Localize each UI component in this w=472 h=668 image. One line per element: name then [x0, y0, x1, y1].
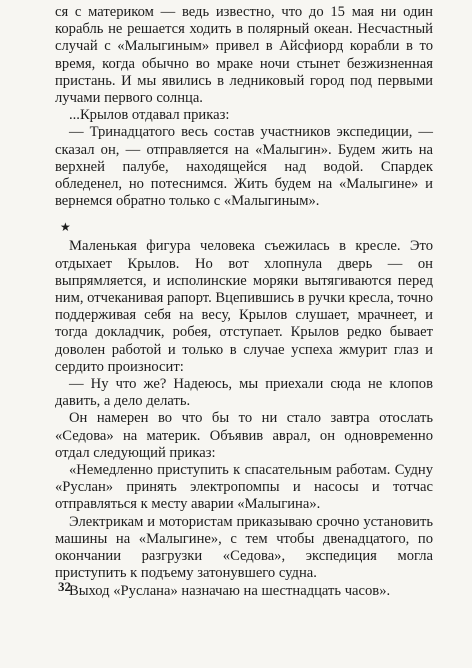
paragraph: «Немедленно приступить к спасательным работам. Судну «Руслан» принять электропомпы и насосы и тотчас отправляться к месту аварии «Малыгина». [55, 462, 433, 513]
paragraph: Он намерен во что бы то ни стало завтра отослать «Седова» на материк. Объявив аврал, он одновременно отдал следующий приказ: [55, 410, 433, 461]
paragraph: Электрикам и мотористам приказываю срочно установить машины на «Малыгине», с тем чтобы двенадцатого, по окончании разгрузки «Седова», экспедиция могла приступить к подъему затонувшего судна. [55, 513, 433, 582]
paragraph: ся с материком — ведь известно, что до 15 мая ни один корабль не решается ходить в полярный океан. Несчастный случай с «Малыгиным» привел в Айсфиорд корабли в то время, когда обычно во мраке ночи стынет безжизненная пристань. И мы явились в ледниковый город под первыми лучами первого солнца. [55, 4, 433, 107]
paragraph: ...Крылов отдавал приказ: [69, 107, 230, 124]
section-gap [55, 210, 433, 238]
page-text [55, 4, 433, 600]
paragraph: — Тринадцатого весь состав участников экспедиции, — сказал он, — отправляется на «Малыгин». Будем жить на верхней палубе, находящейся над водой. Спардек обледенел, но потеснимся. Жить будем на «Малыгине» и вернемся обратно только с «Малыгиным». [55, 124, 433, 210]
paragraph: — Ну что же? Надеюсь, мы приехали сюда не клопов давить, а дело делать. [55, 376, 433, 410]
paragraph: Выход «Руслана» назначаю на шестнадцать часов». [69, 582, 391, 599]
page-number: 32 [58, 579, 71, 594]
paragraph: Маленькая фигура человека съежилась в кресле. Это отдыхает Крылов. Но вот хлопнула дверь — он выпрямляется, и исполинские моряки вытягиваются перед ним, отчеканивая рапорт. Вцепившись в ручки кресла, точно поддерживая себя на весу, Крылов слушает, мрачнеет, и тогда докладчик, робея, отступает. Крылов редко бывает доволен работой и только в случае успеха жмурит глаз и сердито произносит: [55, 238, 433, 375]
section-separator-star: ★ [60, 220, 71, 234]
